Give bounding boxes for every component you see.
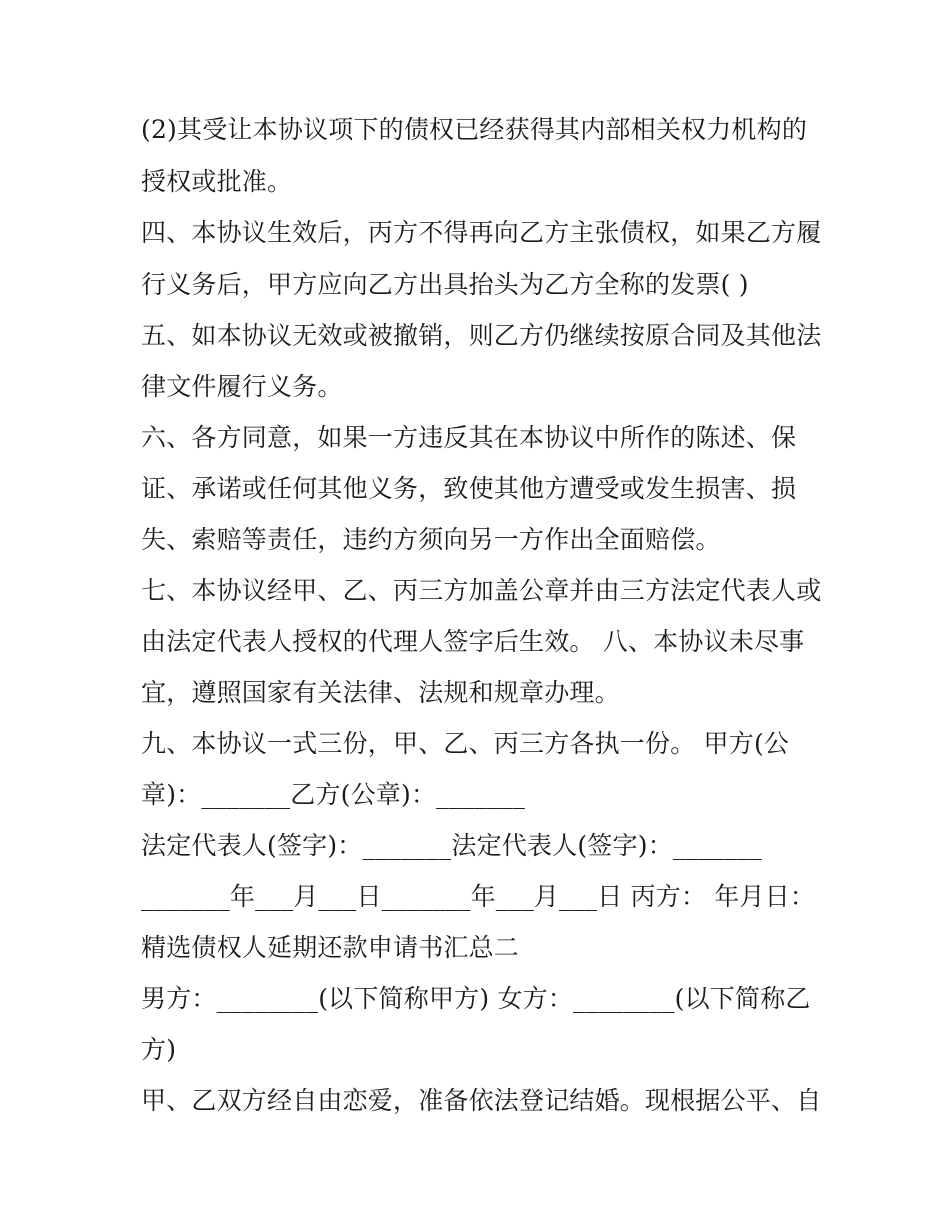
- text-line: 行义务后，甲方应向乙方出具抬头为乙方全称的发票( ): [141, 270, 749, 299]
- text-line: 证、承诺或任何其他义务，致使其他方遭受或发生损害、损: [141, 474, 797, 503]
- text-line: (2)其受让本协议项下的债权已经获得其内部相关权力机构的: [141, 115, 808, 144]
- text-line: 甲、乙双方经自由恋爱，准备依法登记结婚。现根据公平、自: [141, 1086, 822, 1115]
- text-line: _______年___月___日_______年___月___日 丙方： 年月日：: [141, 882, 816, 911]
- text-line: 由法定代表人授权的代理人签字后生效。 八、本协议未尽事: [141, 627, 805, 656]
- text-line: 七、本协议经甲、乙、丙三方加盖公章并由三方法定代表人或: [141, 576, 822, 605]
- text-line: 四、本协议生效后，丙方不得再向乙方主张债权，如果乙方履: [141, 218, 822, 247]
- text-line: 法定代表人(签字)：_______法定代表人(签字)：_______: [141, 831, 762, 860]
- text-line: 授权或批准。: [141, 167, 293, 196]
- text-line: 方): [141, 1035, 177, 1064]
- text-line: 宜，遵照国家有关法律、法规和规章办理。: [141, 678, 620, 707]
- text-line: 失、索赔等责任，违约方须向另一方作出全面赔偿。: [141, 525, 721, 554]
- text-line: 男方：________(以下简称甲方) 女方：________(以下简称乙: [141, 984, 811, 1013]
- text-line: 章)：_______乙方(公章)：_______: [141, 780, 526, 809]
- text-line: 五、如本协议无效或被撤销，则乙方仍继续按原合同及其他法: [141, 321, 822, 350]
- text-line: 律文件履行义务。: [141, 372, 343, 401]
- section-heading: 精选债权人延期还款申请书汇总二: [141, 933, 520, 962]
- text-line: 六、各方同意，如果一方违反其在本协议中所作的陈述、保: [141, 423, 797, 452]
- text-line: 九、本协议一式三份，甲、乙、丙三方各执一份。 甲方(公: [141, 729, 790, 758]
